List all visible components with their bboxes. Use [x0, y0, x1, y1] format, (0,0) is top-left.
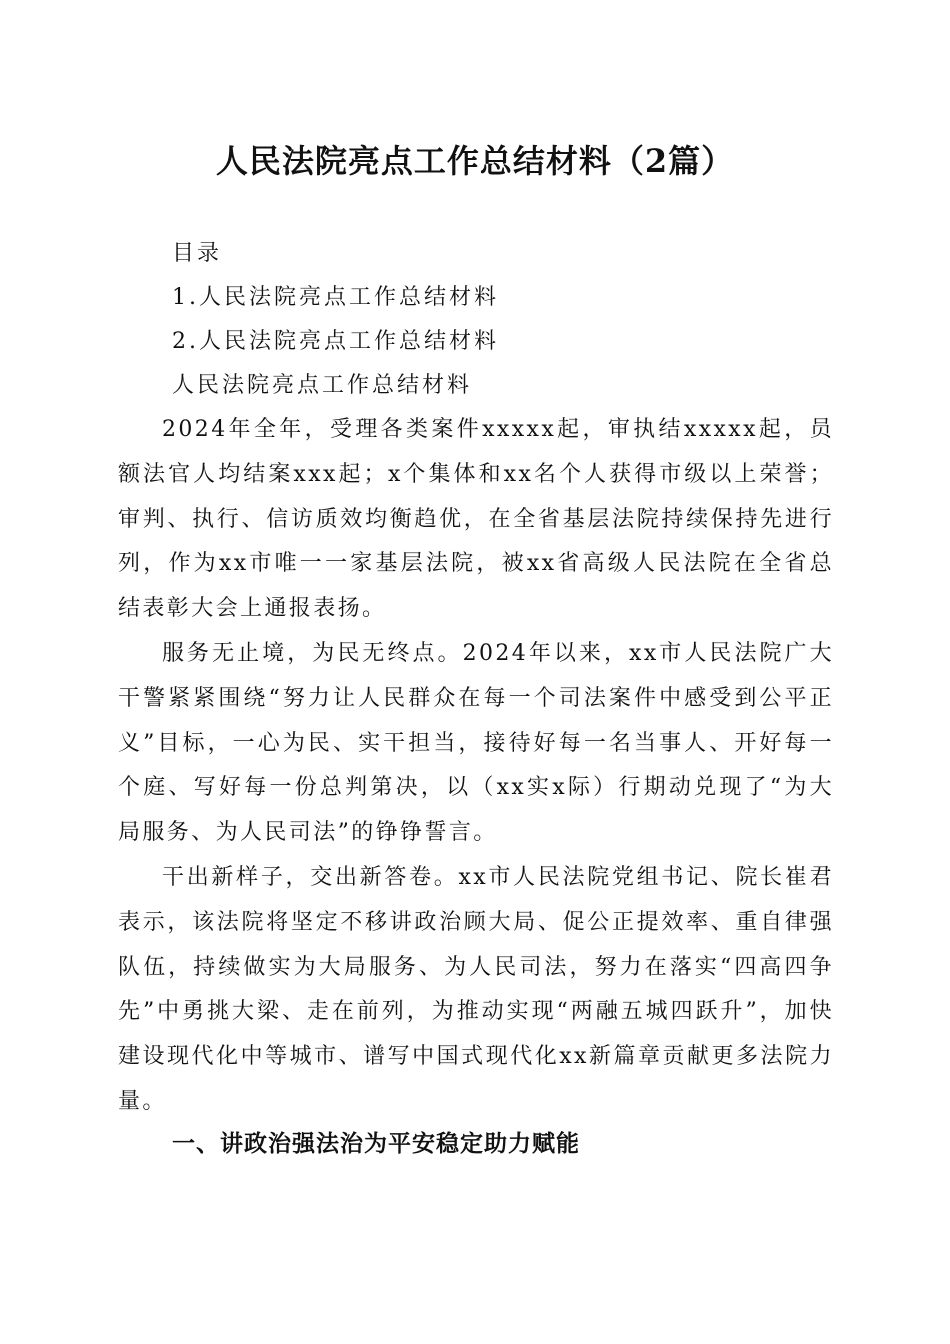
toc-item: 1.人民法院亮点工作总结材料: [172, 285, 499, 310]
toc-heading: 目录: [172, 241, 223, 266]
article-title: 人民法院亮点工作总结材料: [172, 373, 473, 398]
paragraph: 干出新样子，交出新答卷。xx市人民法院党组书记、院长崔君表示，该法院将坚定不移讲政治顾大局、促公正提效率、重自律强队伍，持续做实为大局服务、为人民司法，努力在落实“四高四争先”中勇挑大梁、走在前列，为推动实现“两融五城四跃升”，加快建设现代化中等城市、谱写中国式现代化xx新篇章贡献更多法院力量。: [118, 864, 834, 1114]
document-title: 人民法院亮点工作总结材料（2篇）: [215, 142, 735, 180]
toc-item: 2.人民法院亮点工作总结材料: [172, 329, 499, 354]
paragraph: 2024年全年，受理各类案件xxxxx起，审执结xxxxx起，员额法官人均结案xxx起；x个集体和xx名个人获得市级以上荣誉；审判、执行、信访质效均衡趋优，在全省基层法院持续保持先进行列，作为xx市唯一一家基层法院，被xx省高级人民法院在全省总结表彰大会上通报表扬。: [118, 417, 834, 622]
table-of-contents: [172, 232, 499, 408]
section-heading: 一、讲政治强法治为平安稳定助力赋能: [172, 1131, 580, 1157]
paragraph: 服务无止境，为民无终点。2024年以来，xx市人民法院广大干警紧紧围绕“努力让人民群众在每一个司法案件中感受到公平正义”目标，一心为民、实干担当，接待好每一名当事人、开好每一个庭、写好每一份总判第决，以（xx实x际）行期动兑现了“为大局服务、为人民司法”的铮铮誓言。: [118, 640, 834, 846]
article-body: [118, 408, 834, 1125]
